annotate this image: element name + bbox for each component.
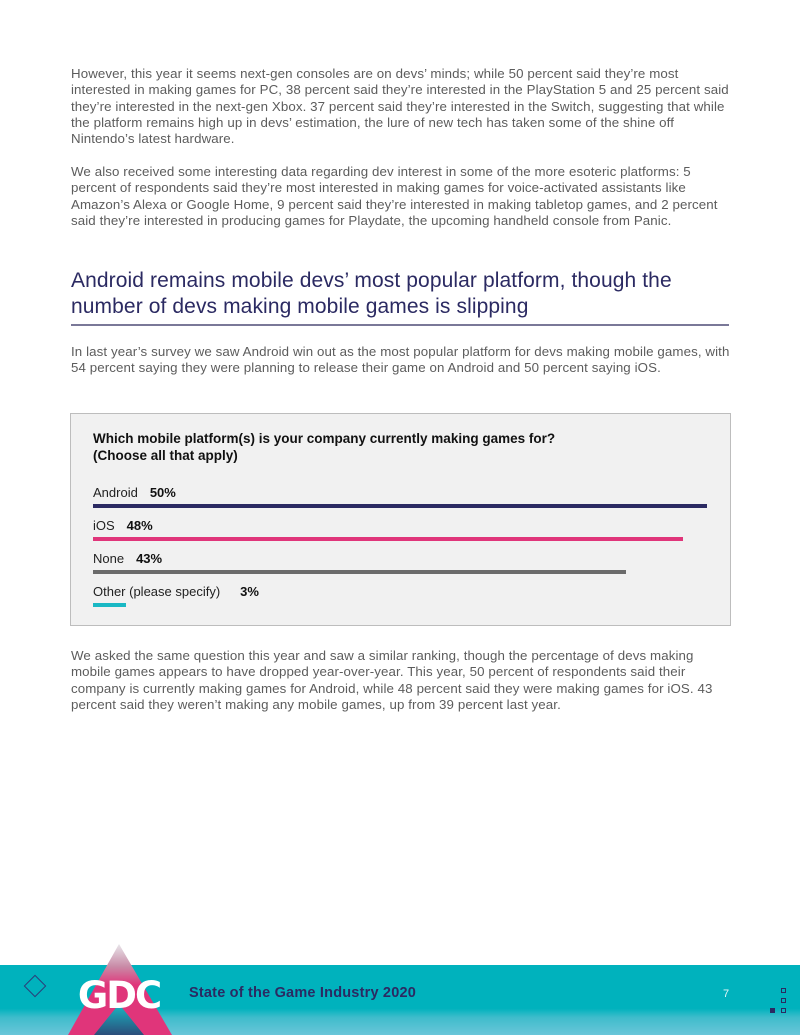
square-outline-icon bbox=[781, 1008, 786, 1013]
bar-label: None bbox=[93, 551, 125, 566]
bar-ios bbox=[93, 537, 683, 541]
bar-value: 48% bbox=[126, 518, 153, 533]
bar-none bbox=[93, 570, 626, 574]
bar-label: Android bbox=[93, 485, 138, 500]
bar-label: iOS bbox=[93, 518, 115, 533]
bar-row-ios bbox=[93, 517, 153, 535]
square-outline-icon bbox=[781, 998, 786, 1003]
square-outline-icon bbox=[781, 988, 786, 993]
chart-title-line1: Which mobile platform(s) is your company currently making games for? bbox=[93, 431, 556, 446]
mobile-platform-chart bbox=[70, 413, 731, 626]
page-number: 7 bbox=[723, 988, 730, 1000]
report-title: State of the Game Industry 2020 bbox=[189, 985, 416, 1001]
section-heading: Android remains mobile devs’ most popular platform, though the number of devs making mobile games is slipping bbox=[71, 269, 672, 318]
bar-row-android bbox=[93, 484, 176, 502]
bar-row-none bbox=[93, 550, 162, 568]
body-paragraph-this-year: We asked the same question this year and saw a similar ranking, though the percentage of devs making mobile games appears to have dropped year-over-year. This year, 50 percent of respondents said their company is currently making games for Android, while 48 percent said they were making games for iOS. 43 percent said they weren’t making any mobile games, up from 39 percent last year. bbox=[71, 648, 713, 712]
chart-title bbox=[93, 430, 693, 464]
bar-value: 50% bbox=[149, 485, 176, 500]
bar-value: 43% bbox=[136, 551, 163, 566]
logo-text: GDC bbox=[77, 974, 161, 1017]
body-paragraph-consoles: However, this year it seems next-gen consoles are on devs’ minds; while 50 percent said they’re most interested in making games for PC, 38 percent said they’re interested in the PlayStation 5 and 25 percent said they’re interested in the next-gen Xbox. 37 percent said they’re interested in the Switch, suggesting that while the platform remains high up in devs’ estimation, the lure of new tech has taken some of the shine off Nintendo’s latest hardware. bbox=[71, 66, 729, 147]
heading-divider bbox=[71, 324, 729, 326]
square-filled-icon bbox=[770, 1008, 775, 1013]
chart-title-line2: (Choose all that apply) bbox=[93, 448, 238, 463]
bar-label: Other (please specify) bbox=[93, 584, 221, 599]
body-paragraph-esoteric-platforms: We also received some interesting data regarding dev interest in some of the more esoteric platforms: 5 percent of respondents said they’re most interested in making games for voice-activated assistants like Amazon’s Alexa or Google Home, 9 percent said they’re interested in making tabletop games, and 2 percent said they’re interested in producing games for Playdate, the upcoming handheld console from Panic. bbox=[71, 164, 718, 228]
bar-android bbox=[93, 504, 707, 508]
bar-row-other bbox=[93, 583, 259, 601]
gdc-logo bbox=[64, 942, 176, 1035]
bar-other bbox=[93, 603, 126, 607]
body-paragraph-last-year: In last year’s survey we saw Android win out as the most popular platform for devs making mobile games, with 54 percent saying they were planning to release their game on Android and 50 percent saying iOS. bbox=[71, 344, 730, 376]
bar-value: 3% bbox=[240, 584, 259, 599]
